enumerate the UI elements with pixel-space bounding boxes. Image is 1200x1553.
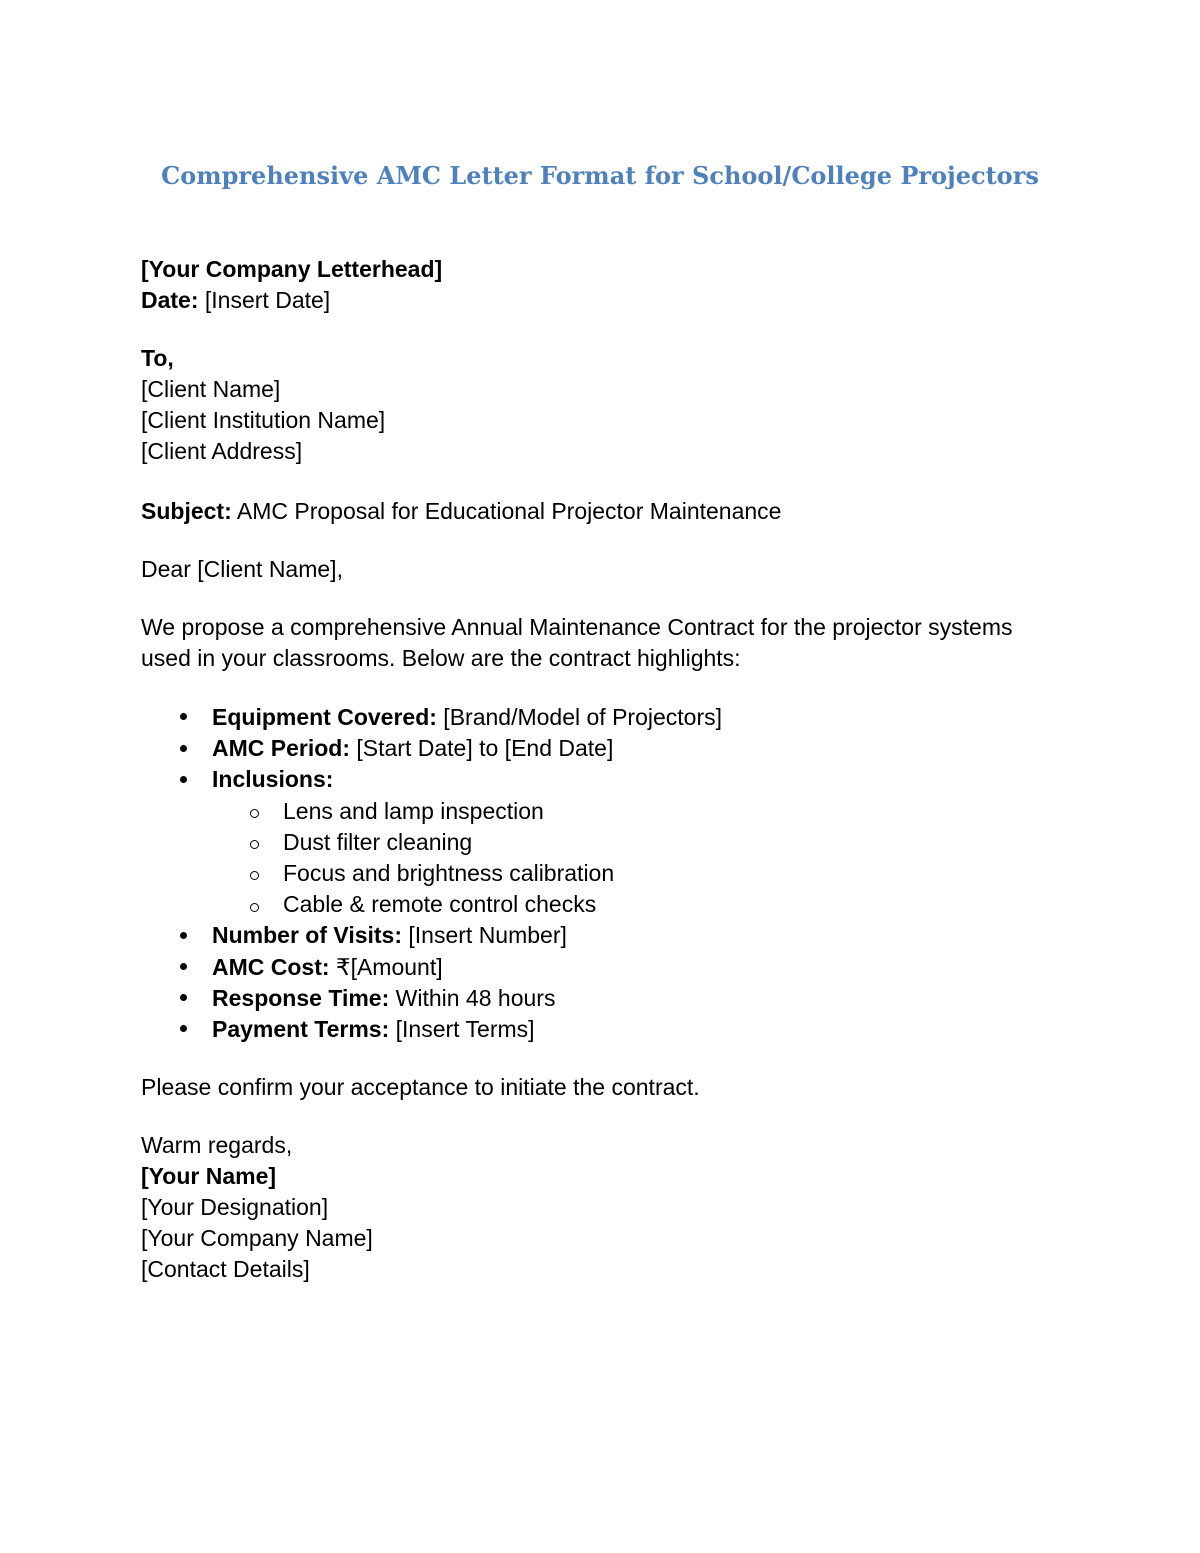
- list-item: [141, 733, 1061, 764]
- to-label: To,: [141, 345, 174, 371]
- circle-bullet-icon: [247, 858, 261, 889]
- cost-value: ₹[Amount]: [329, 953, 443, 980]
- circle-bullet-icon: [247, 889, 261, 920]
- sub-list-item: [141, 827, 1061, 858]
- equipment-label: Equipment Covered:: [212, 704, 437, 730]
- client-address: [Client Address]: [141, 438, 303, 464]
- closing-request: [141, 1072, 1061, 1103]
- salutation-text: Dear [Client Name],: [141, 556, 343, 582]
- response-value: Within 48 hours: [389, 984, 556, 1011]
- sender-designation: [Your Designation]: [141, 1194, 329, 1220]
- client-name: [Client Name]: [141, 376, 281, 402]
- period-label: AMC Period:: [212, 735, 350, 762]
- bullet-icon: [177, 1014, 189, 1045]
- recipient-block: [141, 343, 1061, 467]
- inclusions-label: Inclusions:: [212, 766, 334, 793]
- sub-list-item: [141, 858, 1061, 889]
- date-label: Date:: [141, 287, 199, 313]
- bullet-icon: [177, 920, 189, 951]
- bullet-icon: [177, 702, 189, 733]
- list-item: [141, 952, 1061, 983]
- list-item: [141, 702, 1061, 733]
- bullet-icon: [177, 983, 189, 1014]
- inclusion-text: Cable & remote control checks: [283, 891, 597, 918]
- inclusion-text: Lens and lamp inspection: [283, 797, 544, 824]
- document-title: Comprehensive AMC Letter Format for School/College Projectors: [161, 161, 1039, 190]
- letterhead-placeholder: [Your Company Letterhead]: [141, 256, 443, 282]
- intro-text: We propose a comprehensive Annual Maintenance Contract for the projector systems used in your classrooms. Below are the contract highlights:: [141, 614, 1013, 671]
- sub-list-item: [141, 889, 1061, 920]
- list-item: [141, 764, 1061, 795]
- regards-text: Warm regards,: [141, 1132, 293, 1158]
- sender-name: [Your Name]: [141, 1163, 277, 1189]
- inclusion-text: Dust filter cleaning: [283, 828, 473, 855]
- intro-paragraph: [141, 612, 1061, 674]
- visits-label: Number of Visits:: [212, 922, 402, 949]
- sub-list-item: [141, 796, 1061, 827]
- inclusion-text: Focus and brightness calibration: [283, 860, 615, 887]
- list-item: [141, 1014, 1061, 1045]
- subject-line: [141, 496, 1061, 527]
- closing-request-text: Please confirm your acceptance to initiate the contract.: [141, 1074, 700, 1100]
- signature-block: [141, 1130, 1061, 1285]
- salutation: [141, 554, 1061, 585]
- circle-bullet-icon: [247, 796, 261, 827]
- letter-header: [141, 254, 1061, 316]
- list-item: [141, 920, 1061, 951]
- subject-value: AMC Proposal for Educational Projector Maintenance: [231, 498, 782, 524]
- payment-value: [Insert Terms]: [389, 1016, 535, 1043]
- sender-contact: [Contact Details]: [141, 1256, 310, 1282]
- date-line: [141, 285, 1061, 316]
- subject-label: Subject:: [141, 498, 232, 524]
- bullet-icon: [177, 952, 189, 983]
- response-label: Response Time:: [212, 984, 390, 1011]
- date-value: [Insert Date]: [198, 287, 331, 313]
- bullet-icon: [177, 764, 189, 795]
- highlights-list: [141, 702, 1061, 1045]
- sender-company: [Your Company Name]: [141, 1225, 373, 1251]
- equipment-value: [Brand/Model of Projectors]: [436, 704, 722, 730]
- cost-label: AMC Cost:: [212, 953, 330, 980]
- payment-label: Payment Terms:: [212, 1016, 390, 1043]
- client-institution: [Client Institution Name]: [141, 407, 386, 433]
- bullet-icon: [177, 733, 189, 764]
- period-value: [Start Date] to [End Date]: [350, 735, 614, 762]
- visits-value: [Insert Number]: [402, 922, 567, 949]
- list-item: [141, 983, 1061, 1014]
- circle-bullet-icon: [247, 827, 261, 858]
